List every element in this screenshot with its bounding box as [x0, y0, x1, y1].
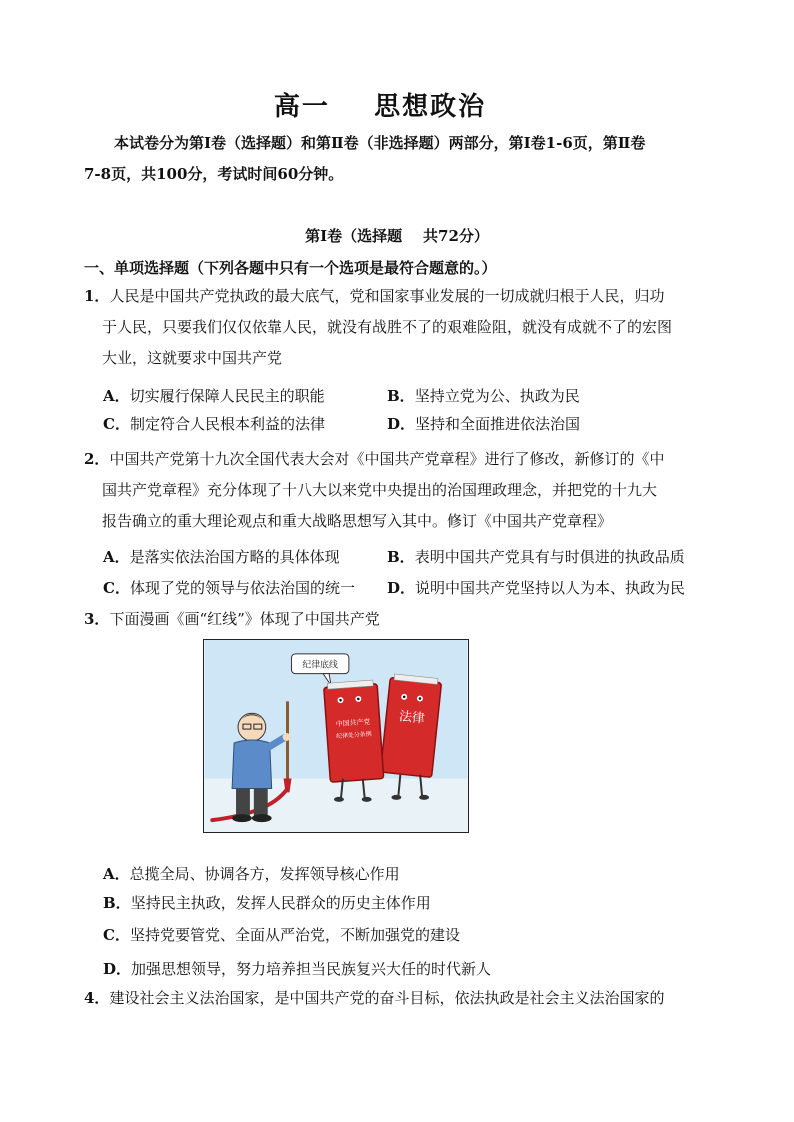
option-text: 坚持民主执政，发挥人民群众的历史主体作用 [130, 894, 431, 912]
book-law-title: 法律 [398, 709, 426, 727]
option-text: 是落实依法治国方略的具体体现 [129, 548, 340, 566]
option-text: 表明中国共产党具有与时俱进的执政品质 [414, 548, 685, 566]
question-stem-line: 国共产党章程》充分体现了十八大以来党中央提出的治国理政理念，并把党的十九大 [102, 481, 658, 499]
option-text: 体现了党的领导与依法治国的统一 [129, 579, 355, 597]
option-text: 坚持立党为公、执政为民 [414, 387, 580, 405]
option-label: A． [103, 865, 130, 883]
book-discipline-title-line-1: 中国共产党 [335, 717, 371, 729]
question-stem-line: 于人民，只要我们仅仅依靠人民，就没有战胜不了的艰难险阻，就没有成就不了的宏图 [102, 318, 673, 336]
option-a[interactable] [103, 385, 325, 406]
option-text: 切实履行保障人民民主的职能 [129, 387, 325, 405]
question-number: 1． [84, 287, 110, 305]
cartoon-image [203, 639, 469, 833]
question-stem-line: 报告确立的重大理论观点和重大战略思想写入其中。修订《中国共产党章程》 [102, 512, 613, 530]
page-title: 高一 思想政治 [273, 92, 487, 122]
instructions-line-2: 7-8页，共100分，考试时间60分钟。 [84, 165, 344, 183]
question-stem-line: 下面漫画《画“红线”》体现了中国共产党 [109, 610, 380, 628]
question-number: 4． [84, 989, 110, 1007]
option-d[interactable] [387, 577, 685, 598]
option-label: D． [387, 415, 416, 433]
question-stem-line: 大业，这就要求中国共产党 [102, 349, 283, 367]
option-a[interactable] [103, 546, 340, 567]
option-label: A． [103, 387, 130, 405]
cartoon-drawing [204, 640, 468, 832]
question-2 [84, 444, 664, 537]
instructions-line-1: 本试卷分为第Ⅰ卷（选择题）和第Ⅱ卷（非选择题）两部分，第Ⅰ卷1-6页，第Ⅱ卷 [114, 134, 646, 152]
option-label: B． [103, 894, 131, 912]
exam-instructions [84, 128, 714, 190]
question-stem-line: 中国共产党第十九次全国代表大会对《中国共产党章程》进行了修改，新修订的《中 [109, 450, 665, 468]
option-text: 坚持和全面推进依法治国 [415, 415, 581, 433]
option-label: C． [103, 579, 130, 597]
question-number: 3． [84, 610, 110, 628]
question-4 [84, 983, 664, 1014]
question-stem-line: 人民是中国共产党执政的最大底气，党和国家事业发展的一切成就归根于人民，归功 [109, 287, 665, 305]
option-label: C． [103, 415, 130, 433]
question-stem-line: 建设社会主义法治国家，是中国共产党的奋斗目标，依法执政是社会主义法治国家的 [109, 989, 665, 1007]
option-label: D． [387, 579, 416, 597]
option-b[interactable] [387, 546, 685, 567]
option-c[interactable] [103, 924, 460, 945]
option-text: 加强思想领导，努力培养担当民族复兴大任的时代新人 [131, 960, 492, 978]
speech-bubble-text: 纪律底线 [302, 660, 338, 671]
question-number: 2． [84, 450, 110, 468]
option-d[interactable] [103, 958, 491, 979]
option-b[interactable] [387, 385, 580, 406]
option-label: A． [103, 548, 130, 566]
option-a[interactable] [103, 863, 400, 884]
book-discipline-title-line-2: 纪律处分条例 [335, 730, 372, 741]
option-c[interactable] [103, 413, 325, 434]
option-text: 说明中国共产党坚持以人为本、执政为民 [415, 579, 686, 597]
question-1 [84, 281, 672, 374]
option-b[interactable] [103, 892, 431, 913]
option-text: 制定符合人民根本利益的法律 [129, 415, 325, 433]
option-text: 总揽全局、协调各方，发挥领导核心作用 [129, 865, 400, 883]
question-3 [84, 604, 380, 635]
option-text: 坚持党要管党、全面从严治党，不断加强党的建设 [129, 926, 460, 944]
option-c[interactable] [103, 577, 355, 598]
section-title: 第Ⅰ卷（选择题 共72分） [305, 227, 489, 245]
option-label: B． [387, 548, 415, 566]
option-d[interactable] [387, 413, 580, 434]
option-label: B． [387, 387, 415, 405]
option-label: D． [103, 960, 132, 978]
part-title: 一、单项选择题（下列各题中只有一个选项是最符合题意的。） [84, 259, 497, 277]
option-label: C． [103, 926, 130, 944]
